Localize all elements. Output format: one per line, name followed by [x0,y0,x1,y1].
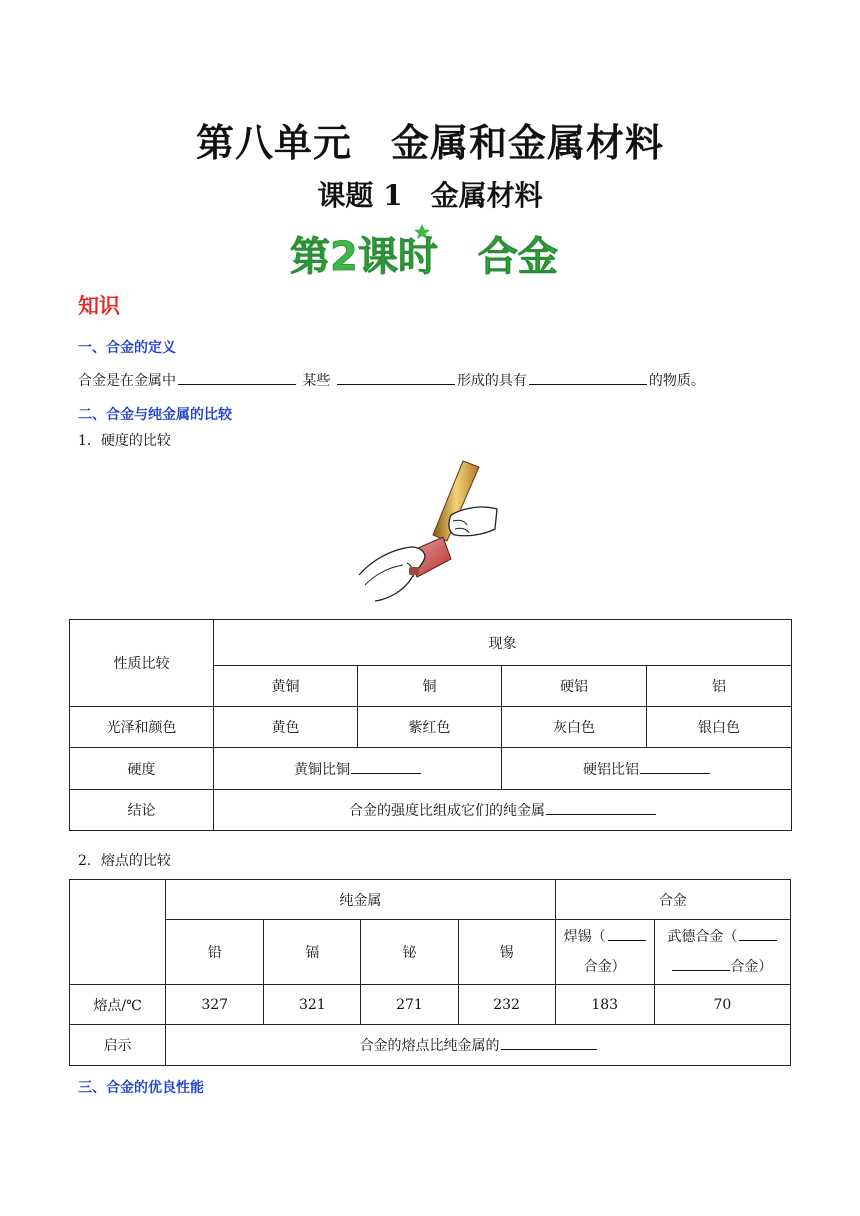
hint-cell [166,1025,791,1066]
solder-label: 焊锡（ [563,929,606,945]
table-cell: 70 [654,985,790,1025]
heading-alloy-properties: 三、合金的优良性能 [78,1080,204,1096]
subheading-hardness: 1．硬度的比较 [78,433,171,449]
blank-wood-metal-2[interactable] [672,956,730,971]
column-header: 硬铝 [502,666,647,707]
hardness-brass-text: 黄铜比铜 [294,761,350,778]
table-cell: 327 [166,985,264,1025]
column-header: 镉 [264,920,361,985]
definition-text-d: 的物质。 [648,373,705,389]
heading-comparison: 二、合金与纯金属的比较 [78,407,232,423]
column-header-solder [555,920,654,985]
wood-metal-label: 武德合金（ [667,929,738,945]
column-header: 黄铜 [214,666,358,707]
hardness-comparison-table [69,619,792,831]
column-header: 铝 [647,666,792,707]
lesson-banner-text: 第2课时 合金 [290,234,558,280]
blank-2[interactable] [337,370,455,385]
row-label-melting-point: 熔点/℃ [70,985,166,1025]
definition-text-c: 形成的具有 [456,373,527,389]
hardness-brass-cell [214,748,502,790]
table-cell: 232 [458,985,555,1025]
row-label-hint: 启示 [70,1025,166,1066]
blank-conclusion[interactable] [546,800,656,815]
melting-point-table [69,879,791,1066]
group-header-alloy: 合金 [555,880,790,920]
table-corner-cell: 性质比较 [70,620,214,707]
table-cell: 紫红色 [358,707,502,748]
table-cell: 灰白色 [502,707,647,748]
blank-hardness-brass[interactable] [351,759,421,774]
blank-wood-metal-1[interactable] [739,926,777,941]
wood-metal-label-line2: 合金） [730,959,773,975]
definition-text-b: 某些 [302,373,331,389]
blank-hardness-duralumin[interactable] [640,759,710,774]
table-corner-cell [70,880,166,985]
column-header: 铜 [358,666,502,707]
group-header-phenomenon: 现象 [214,620,792,666]
hardness-duralumin-cell [502,748,792,790]
lesson-banner [286,220,576,282]
heading-alloy-definition: 一、合金的定义 [78,340,176,356]
section-label: 知识 [78,294,120,318]
unit-title: 第八单元 金属和金属材料 [195,120,664,165]
column-header: 铋 [361,920,458,985]
blank-1[interactable] [178,370,296,385]
table-cell: 183 [555,985,654,1025]
definition-sentence [78,370,705,390]
table-cell: 271 [361,985,458,1025]
group-header-pure-metal: 纯金属 [166,880,556,920]
definition-text-a: 合金是在金属中 [78,373,176,389]
column-header-wood-metal [654,920,790,985]
row-label-conclusion: 结论 [70,790,214,831]
column-header: 铅 [166,920,264,985]
table-cell: 黄色 [214,707,358,748]
column-header: 锡 [458,920,555,985]
blank-3[interactable] [529,370,647,385]
table-cell: 321 [264,985,361,1025]
blank-hint[interactable] [501,1035,597,1050]
row-label-color: 光泽和颜色 [70,707,214,748]
subheading-melting-point: 2．熔点的比较 [78,853,171,869]
conclusion-cell [214,790,792,831]
scratch-test-illustration [355,455,505,605]
hint-text: 合金的熔点比纯金属的 [359,1038,500,1054]
blank-solder[interactable] [608,926,646,941]
row-label-hardness: 硬度 [70,748,214,790]
solder-label-line2: 合金） [583,959,626,975]
table-cell: 银白色 [647,707,792,748]
conclusion-text: 合金的强度比组成它们的纯金属 [349,803,545,819]
hardness-duralumin-text: 硬铝比铝 [583,761,639,778]
topic-title: 课题 1 金属材料 [317,179,543,212]
